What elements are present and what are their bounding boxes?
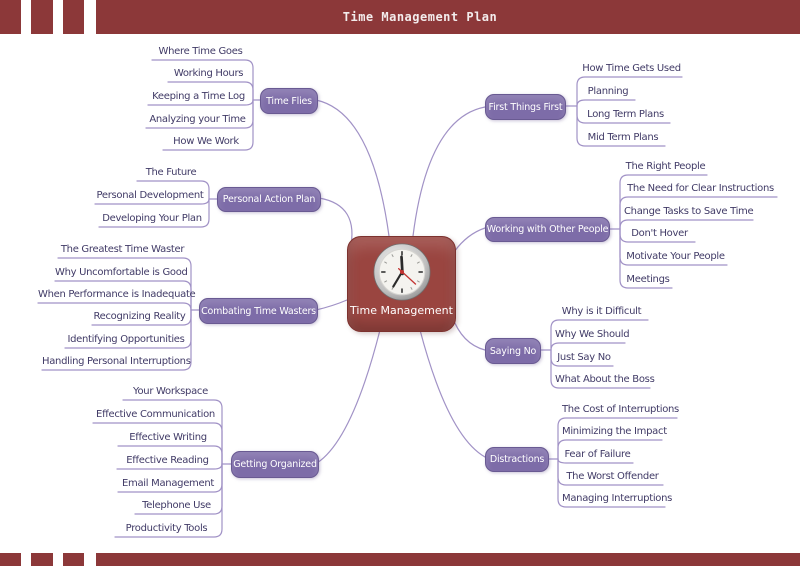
subtopic-label[interactable]: Motivate Your People [626, 251, 725, 262]
subtopic-label[interactable]: Personal Development [96, 190, 204, 201]
branch-getting-organized[interactable]: Getting Organized [231, 451, 319, 478]
branch-working-with-other-people[interactable]: Working with Other People [485, 217, 610, 242]
subtopic-label[interactable]: Long Term Plans [587, 109, 664, 120]
subtopic-label[interactable]: Working Hours [173, 68, 244, 79]
subtopic-label[interactable]: Meetings [626, 274, 670, 285]
page-title: Time Management Plan [342, 10, 498, 24]
subtopic-label[interactable]: Identifying Opportunities [67, 334, 185, 345]
central-topic[interactable] [347, 236, 456, 332]
corner-square [0, 553, 21, 566]
subtopic-label[interactable]: Planning [587, 86, 629, 97]
subtopic-label[interactable]: The Future [145, 167, 197, 178]
subtopic-label[interactable]: Why We Should [555, 329, 630, 340]
subtopic-label[interactable]: How Time Gets Used [582, 63, 681, 74]
subtopic-label[interactable]: Recognizing Reality [93, 311, 186, 322]
subtopic-label[interactable]: The Cost of Interruptions [562, 404, 679, 415]
subtopic-label[interactable]: Just Say No [557, 352, 611, 363]
subtopic-label[interactable]: Minimizing the Impact [562, 426, 667, 437]
subtopic-label[interactable]: Keeping a Time Log [152, 91, 245, 102]
subtopic-label[interactable]: Change Tasks to Save Time [624, 206, 754, 217]
branch-first-things-first[interactable]: First Things First [485, 94, 566, 120]
footer-bar [96, 553, 800, 566]
subtopic-label[interactable]: Fear of Failure [564, 449, 631, 460]
subtopic-label[interactable]: The Right People [625, 161, 706, 172]
corner-square [0, 0, 21, 34]
subtopic-label[interactable]: Effective Writing [129, 432, 207, 443]
subtopic-label[interactable]: Your Workspace [133, 386, 208, 397]
branch-saying-no[interactable]: Saying No [485, 338, 541, 364]
subtopic-label[interactable]: Why is it Difficult [561, 306, 642, 317]
subtopic-label[interactable]: Where Time Goes [158, 46, 243, 57]
subtopic-label[interactable]: Don't Hover [631, 228, 688, 239]
subtopic-label[interactable]: Mid Term Plans [587, 132, 659, 143]
subtopic-label[interactable]: What About the Boss [555, 374, 655, 385]
branch-combating-time-wasters[interactable]: Combating Time Wasters [199, 298, 318, 324]
subtopic-label[interactable]: Analyzing your Time [149, 114, 246, 125]
subtopic-label[interactable]: Telephone Use [142, 500, 211, 511]
subtopic-label[interactable]: The Need for Clear Instructions [627, 183, 774, 194]
subtopic-label[interactable]: Developing Your Plan [102, 213, 202, 224]
subtopic-label[interactable]: Handling Personal Interruptions [42, 356, 191, 367]
subtopic-label[interactable]: Email Management [122, 478, 214, 489]
branch-distractions[interactable]: Distractions [485, 447, 549, 472]
subtopic-label[interactable]: The Worst Offender [566, 471, 659, 482]
corner-square [31, 553, 53, 566]
subtopic-label[interactable]: How We Work [173, 136, 239, 147]
subtopic-label[interactable]: Managing Interruptions [562, 493, 673, 504]
subtopic-label[interactable]: Why Uncomfortable is Good [55, 267, 188, 278]
clock-icon [371, 241, 433, 303]
subtopic-label[interactable]: Effective Reading [126, 455, 209, 466]
branch-time-flies[interactable]: Time Flies [260, 88, 318, 114]
subtopic-label[interactable]: The Greatest Time Waster [60, 244, 185, 255]
subtopic-label[interactable]: When Performance is Inadequate [38, 289, 196, 300]
central-topic-label: Time Management [350, 304, 453, 317]
corner-square [63, 553, 84, 566]
subtopic-label[interactable]: Effective Communication [96, 409, 215, 420]
branch-personal-action-plan[interactable]: Personal Action Plan [217, 187, 321, 212]
subtopic-label[interactable]: Productivity Tools [125, 523, 208, 534]
